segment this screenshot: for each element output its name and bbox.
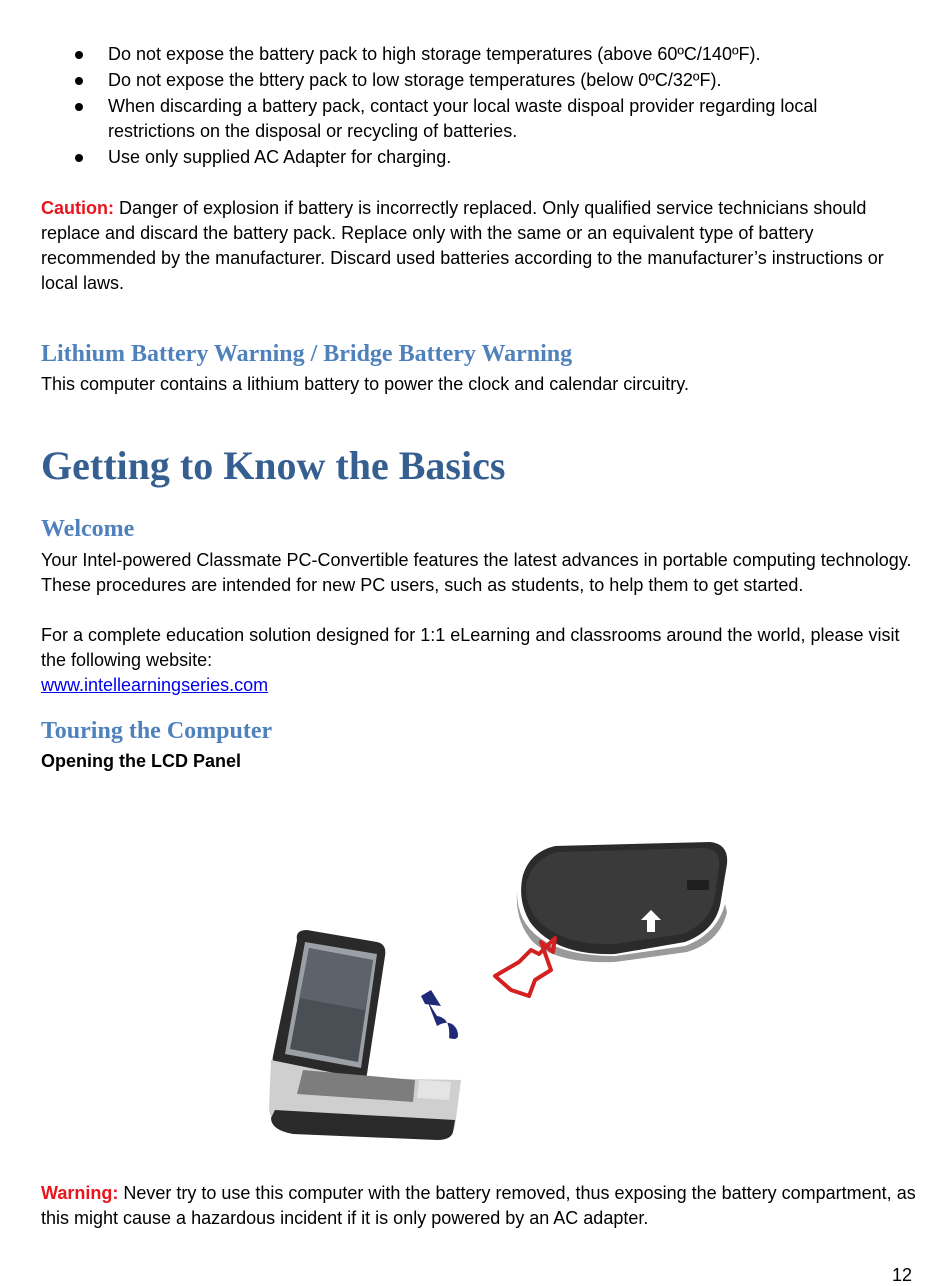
bullet-icon [75,51,83,59]
blue-lift-arrow-icon [421,990,458,1039]
welcome-paragraph: Your Intel-powered Classmate PC-Convertible features the latest advances in portable computing technology. These procedures are intended for new PC users, such as students, to help them to get started. [41,550,912,595]
list-item: When discarding a battery pack, contact your local waste dispoal provider regarding local restrictions on the disposal or recycling of batteries. [68,94,888,144]
welcome-heading: Welcome [41,516,135,542]
lithium-heading: Lithium Battery Warning / Bridge Battery Warning [41,341,573,367]
warning-paragraph [41,1181,921,1231]
list-item: Use only supplied AC Adapter for charging. [68,145,888,170]
list-item: Do not expose the battery pack to high storage temperatures (above 60ºC/140ºF). [68,42,888,67]
battery-precautions-list [68,42,888,171]
open-laptop-image [269,930,461,1140]
education-paragraph: For a complete education solution designed for 1:1 eLearning and classrooms around the world, please visit the following website: [41,625,900,670]
bullet-icon [75,154,83,162]
lithium-text: This computer contains a lithium battery to power the clock and calendar circuitry. [41,374,689,394]
lcd-panel-subheading: Opening the LCD Panel [41,751,242,771]
website-link[interactable]: www.intellearningseries.com [41,675,269,695]
website-line [41,673,921,698]
warning-text: Never try to use this computer with the battery removed, thus exposing the battery compartment, as this might cause a hazardous incident if it is only powered by an AC adapter. [41,1183,916,1228]
warning-label: Warning: [41,1183,119,1203]
red-rotate-arrow-icon [495,938,555,996]
bullet-icon [75,103,83,111]
page-title: Getting to Know the Basics [41,443,506,488]
page-number: 12 [891,1265,912,1285]
list-item: Do not expose the bttery pack to low storage temperatures (below 0ºC/32ºF). [68,68,888,93]
bullet-icon [75,77,83,85]
caution-text: Danger of explosion if battery is incorrectly replaced. Only qualified service technicians should replace and discard the battery pack. Replace only with the same or an equivalent type of battery recommended by the manufacturer. Discard used batteries according to the manufacturer’s instructions or local laws. [41,198,884,293]
lcd-panel-illustration [255,830,775,1150]
caution-label: Caution: [41,198,114,218]
touring-heading: Touring the Computer [41,718,273,744]
caution-paragraph [41,196,921,296]
